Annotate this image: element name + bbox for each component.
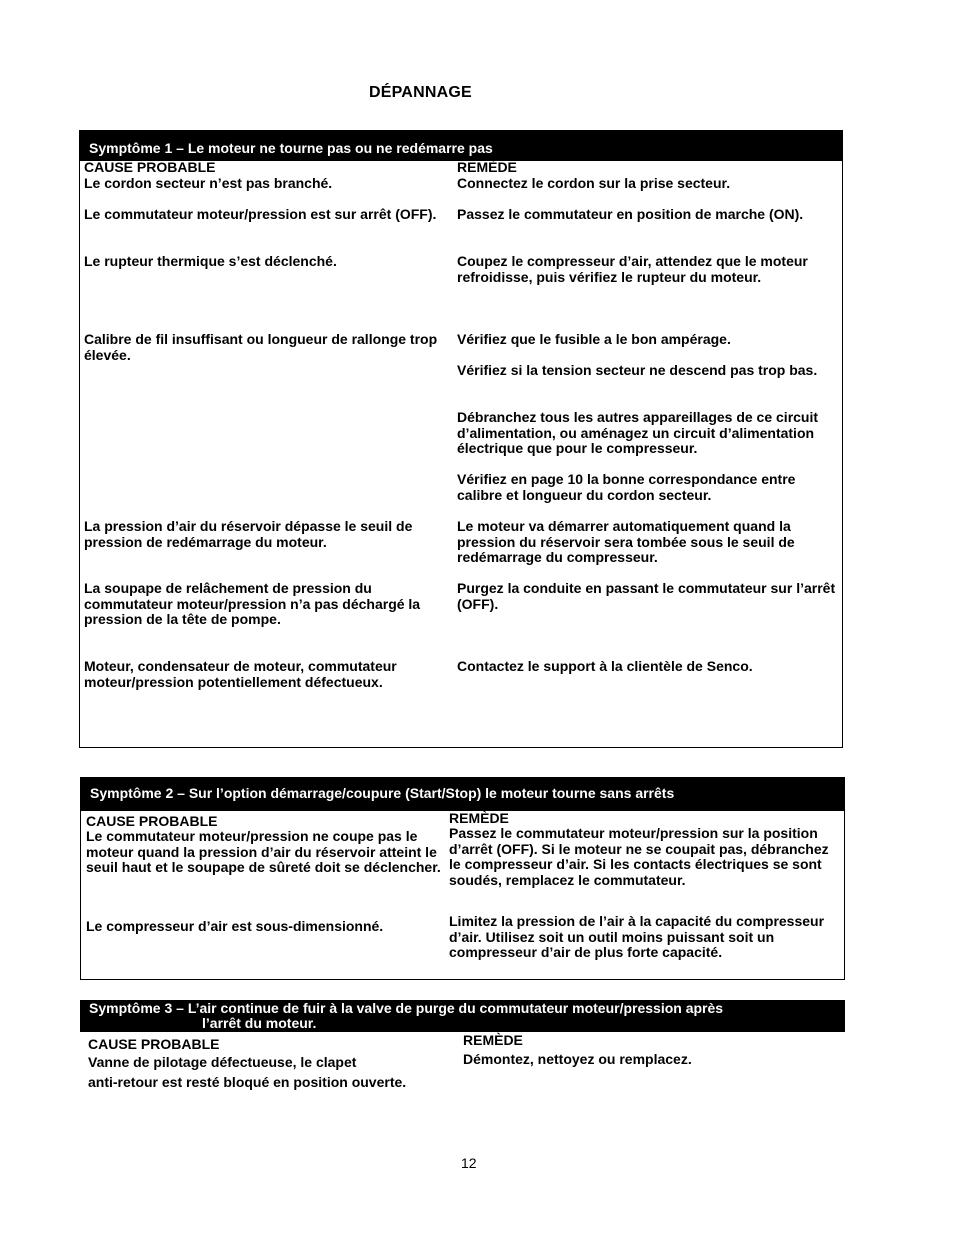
remedy-row-2: Passez le commutateur en position de marche (ON). (457, 206, 804, 222)
s2-cause-row-2: Le compresseur d’air est sous-dimensionné. (86, 918, 384, 934)
cause-row-2: Le commutateur moteur/pression est sur arrêt (OFF). (84, 206, 437, 222)
cause-label: CAUSE PROBABLE (86, 813, 218, 829)
remedy-row-4b: Vérifiez si la tension secteur ne descend pas trop bas. (457, 362, 818, 378)
remedy-row-4a: Vérifiez que le fusible a le bon ampérage. (457, 331, 731, 347)
cause-label: CAUSE PROBABLE (84, 159, 216, 175)
s3-cause-label: CAUSE PROBABLE (88, 1036, 220, 1052)
symptom-1-header: Symptôme 1 – Le moteur ne tourne pas ou ne redémarre pas (80, 131, 842, 161)
remedy-row-4d: Vérifiez en page 10 la bonne correspondance entre calibre et longueur du cordon secteur. (457, 471, 796, 503)
s2-remedy-row-2: Limitez la pression de l’air à la capacité du compresseur d’air. Utilisez soit un outil moins puissant soit un compresseur d’air de plus forte capacité. (449, 913, 825, 961)
cause-row-6: La soupape de relâchement de pression du commutateur moteur/pression n’a pas déchargé la pression de la tête de pompe. (84, 580, 421, 628)
remedy-row-1: Connectez le cordon sur la prise secteur. (457, 175, 731, 191)
page-title: DÉPANNAGE (369, 84, 472, 101)
remedy-row-5: Le moteur va démarrer automatiquement quand la pression du réservoir sera tombée sous le seuil de redémarrage du compresseur. (457, 518, 795, 566)
cause-row-3: Le rupteur thermique s’est déclenché. (84, 253, 337, 269)
cause-row-1: Le cordon secteur n’est pas branché. (84, 175, 333, 191)
remedy-row-6: Purgez la conduite en passant le commutateur sur l’arrêt (OFF). (457, 580, 836, 612)
remedy-row-4c: Débranchez tous les autres appareillages de ce circuit d’alimentation, ou aménagez un circuit d’alimentation électrique que pour le compresseur. (457, 409, 819, 457)
symptom-3-header-line-2: l’arrêt du moteur. (202, 1015, 317, 1031)
symptom-2-header: Symptôme 2 – Sur l’option démarrage/coupure (Start/Stop) le moteur tourne sans arrêts (81, 778, 844, 811)
s2-remedy-row-1: Passez le commutateur moteur/pression sur la position d’arrêt (OFF). Si le moteur ne se coupait pas, débranchez le compresseur d’air. Si les contacts électriques se sont soudés, remplacez le commutateur. (449, 825, 829, 888)
s3-remedy-label: REMÈDE (463, 1032, 523, 1048)
s3-cause-line-1: Vanne de pilotage défectueuse, le clapet (88, 1054, 357, 1070)
symptom-1-table (79, 130, 843, 748)
page-number: 12 (461, 1155, 477, 1171)
symptom-3-header (80, 1000, 845, 1032)
cause-row-7: Moteur, condensateur de moteur, commutateur moteur/pression potentiellement défectueux. (84, 658, 397, 690)
s2-cause-row-1: Le commutateur moteur/pression ne coupe pas le moteur quand la pression d’air du réservoir atteint le seuil haut et le soupape de sûreté doit se déclencher. (86, 828, 441, 876)
remedy-label: REMÈDE (449, 810, 509, 826)
cause-row-4: Calibre de fil insuffisant ou longueur de rallonge trop élevée. (84, 331, 438, 363)
s3-cause-line-2: anti-retour est resté bloqué en position ouverte. (88, 1074, 407, 1090)
remedy-row-3: Coupez le compresseur d’air, attendez que le moteur refroidisse, puis vérifiez le rupteur du moteur. (457, 253, 808, 285)
s3-remedy: Démontez, nettoyez ou remplacez. (463, 1051, 692, 1067)
remedy-label: REMÈDE (457, 159, 517, 175)
symptom-2-table (80, 777, 845, 980)
cause-row-5: La pression d’air du réservoir dépasse le seuil de pression de redémarrage du moteur. (84, 518, 413, 550)
remedy-row-7: Contactez le support à la clientèle de Senco. (457, 658, 753, 674)
symptom-3-header-line-1: Symptôme 3 – L’air continue de fuir à la valve de purge du commutateur moteur/pression après (89, 1000, 724, 1016)
